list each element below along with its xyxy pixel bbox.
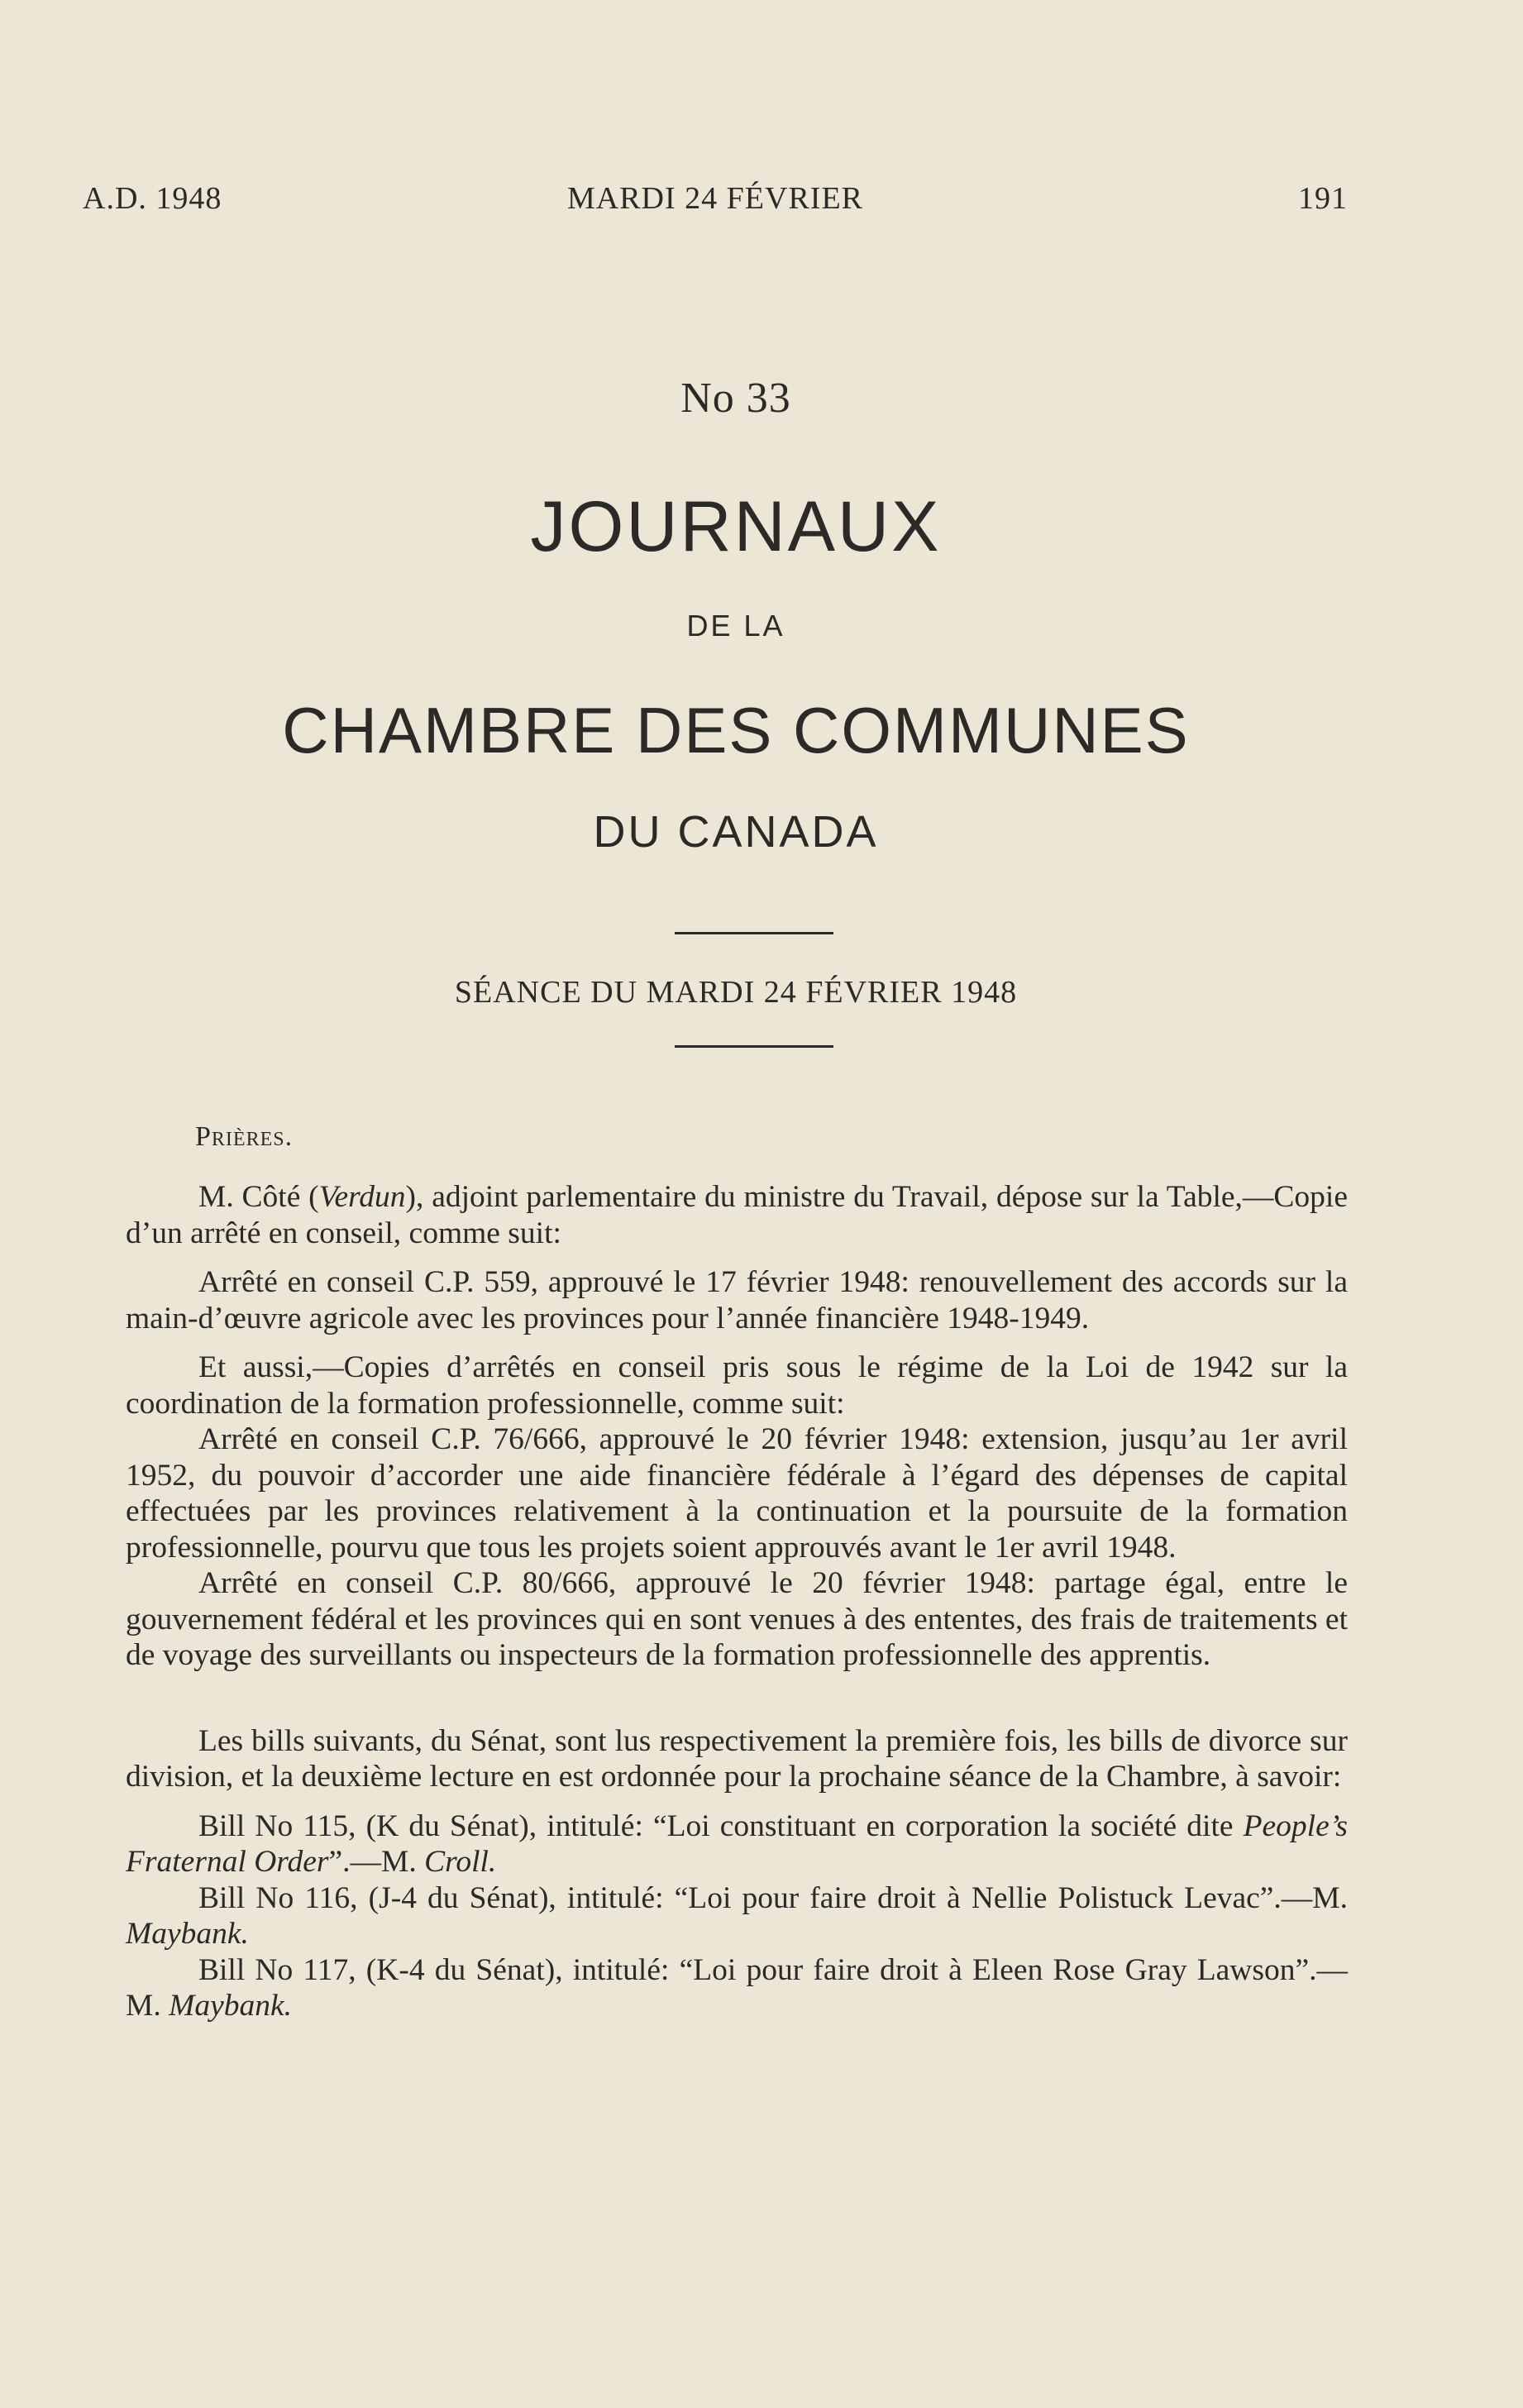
prayers-heading: Prières. bbox=[195, 1121, 294, 1152]
bill-117: Bill No 117, (K-4 du Sénat), intitulé: “Loi pour faire droit à Eleen Rose Gray Lawson”.—M. Maybank. bbox=[126, 1952, 1348, 2023]
running-head-date: MARDI 24 FÉVRIER bbox=[566, 181, 864, 216]
bill-116: Bill No 116, (J-4 du Sénat), intitulé: “Loi pour faire droit à Nellie Polistuck Levac”.—M. Maybank. bbox=[126, 1880, 1348, 1951]
issue-number: No 33 bbox=[680, 375, 791, 422]
running-head-year: A.D. 1948 bbox=[83, 181, 222, 216]
proceedings-block bbox=[126, 1179, 1348, 2024]
running-head bbox=[83, 180, 1348, 222]
divider-top bbox=[675, 932, 833, 934]
paragraph-senate-bills: Les bills suivants, du Sénat, sont lus respectivement la première fois, les bills de divorce sur division, et la deuxième lecture en est ordonnée pour la prochaine séance de la Chambre, à savoir: bbox=[126, 1723, 1348, 1794]
journal-title: JOURNAUX bbox=[530, 487, 942, 566]
page-number: 191 bbox=[1298, 181, 1348, 216]
country-name: DU CANADA bbox=[593, 807, 879, 857]
paragraph-order-80: Arrêté en conseil C.P. 80/666, approuvé le 20 février 1948: partage égal, entre le gouvernement fédéral et les provinces qui en sont venues à des ententes, des frais de traitements et de voyage des surveillants ou inspecteurs de la formation professionnelle des apprentis. bbox=[126, 1566, 1348, 1672]
divider-bottom bbox=[675, 1045, 833, 1048]
riding-name: Verdun bbox=[318, 1180, 406, 1214]
paragraph-order-559: Arrêté en conseil C.P. 559, approuvé le 17 février 1948: renouvellement des accords sur la main-d’œuvre agricole avec les provinces pour l’année financière 1948-1949. bbox=[126, 1265, 1348, 1335]
paragraph-also: Et aussi,—Copies d’arrêtés en conseil pris sous le régime de la Loi de 1942 sur la coordination de la formation professionnelle, comme suit: bbox=[126, 1350, 1348, 1421]
sitting-heading: SÉANCE DU MARDI 24 FÉVRIER 1948 bbox=[454, 975, 1018, 1010]
bill-115: Bill No 115, (K du Sénat), intitulé: “Loi constituant en corporation la société dite People’s Fraternal Order”.—M. Croll. bbox=[126, 1808, 1348, 1879]
title-connector: DE LA bbox=[686, 609, 785, 643]
paragraph-tabling: M. Côté (Verdun), adjoint parlementaire du ministre du Travail, dépose sur la Table,—Copie d’un arrêté en conseil, comme suit: bbox=[126, 1180, 1348, 1250]
paragraph-order-76: Arrêté en conseil C.P. 76/666, approuvé le 20 février 1948: extension, jusqu’au 1er avril 1952, du pouvoir d’accorder une aide financière fédérale à l’égard des dépenses de capital effectuées par les provinces relativement à la continuation et la poursuite de la formation professionnelle, pourvu que tous les projets soient approuvés avant le 1er avril 1948. bbox=[126, 1422, 1348, 1565]
chamber-name: CHAMBRE DES COMMUNES bbox=[282, 694, 1190, 767]
